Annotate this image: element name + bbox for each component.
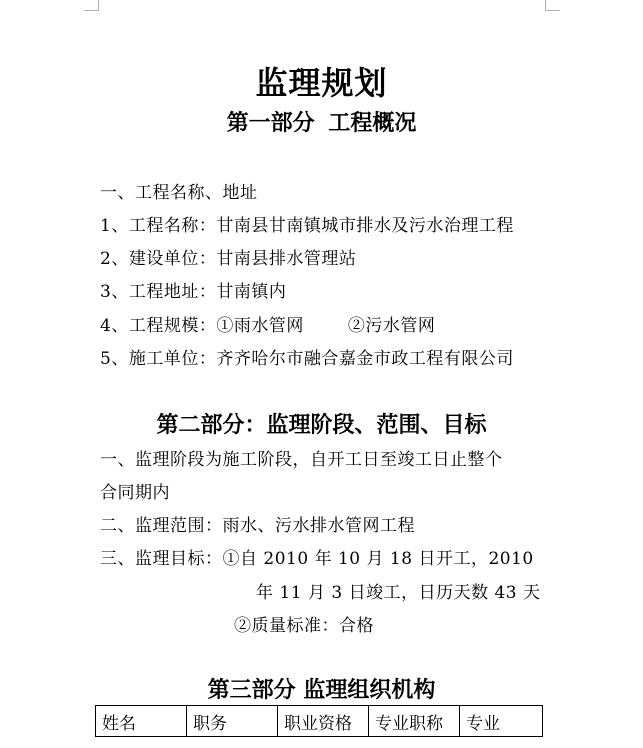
part1-line: 2、建设单位：甘南县排水管理站 [100, 249, 357, 269]
part2-line: 合同期内 [100, 483, 170, 503]
table-header-row [96, 706, 543, 737]
part2-line: 三、监理目标：①自 2010 年 10 月 18 日开工，2010 [100, 549, 534, 569]
part2-line: 年 11 月 3 日竣工，日历天数 43 天 [256, 583, 541, 603]
part2-line: 一、监理阶段为施工阶段，自开工日至竣工日止整个 [100, 450, 503, 470]
organization-table [95, 705, 543, 737]
part1-line: 1、工程名称：甘南县甘南镇城市排水及污水治理工程 [100, 216, 514, 236]
part1-line-scale [100, 311, 435, 336]
part1-line: 3、工程地址：甘南镇内 [100, 282, 287, 302]
part2-line: 二、监理范围：雨水、污水排水管网工程 [100, 516, 415, 536]
part3-heading: 第三部分 监理组织机构 [207, 677, 436, 703]
scale-item-rain: 4、工程规模：①雨水管网 [100, 316, 304, 336]
table-header-cell: 姓名 [96, 706, 187, 737]
part2-line: ②质量标准：合格 [234, 616, 374, 636]
part1-line: 5、施工单位：齐齐哈尔市融合嘉金市政工程有限公司 [100, 349, 514, 369]
part1-heading: 第一部分 工程概况 [226, 110, 417, 136]
document-title: 监理规划 [255, 64, 388, 102]
part2-heading: 第二部分：监理阶段、范围、目标 [156, 412, 487, 438]
scale-item-sewage: ②污水管网 [347, 316, 436, 336]
crop-mark-right [545, 0, 560, 11]
table-header-cell: 职务 [187, 706, 278, 737]
part1-line: 一、工程名称、地址 [100, 183, 258, 203]
table-header-cell: 专业 [460, 706, 543, 737]
crop-mark-left [84, 0, 99, 11]
table-header-cell: 职业资格 [278, 706, 369, 737]
table-header-cell: 专业职称 [369, 706, 460, 737]
